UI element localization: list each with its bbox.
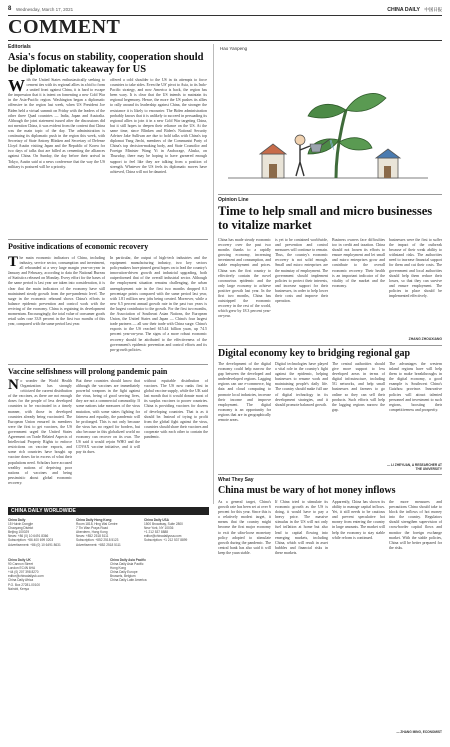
lead-column-2: offered a cold shoulder to the US in its attempts to force countries to take sides. Even the US' pivot to Asia, to its Indo-Pacific strategy, and now America is back, the region has been wary. It is clear that the US intends to maintain its regional hegemony. Hence, the more the US pushes its allies to rally around its leadership against China, the stronger the resistance it is likely to encounter. The Biden administration probably knows that it is unlikely to succeed in persuading its regional allies to join it in a new Cold War targeting China, but it still hopes to deepen their reliance on the US. At the same time, since Blinken and Biden's National Security Adviser Jake Sullivan are due to hold talks with China's top diplomat Yang Jiechi, members of the Communist Party of China's top decision-making body, and State Councilor and Foreign Minister Wang Yi in Anchorage, Alaska, on Thursday, there may be hoping to have garnered enough support to feel like they are talking from a position of strength. Whatever the US feels its diplomatic moves have achieved, China will not be daunted. [110,78,207,174]
paper-name: CHINA DAILY [387,6,420,13]
third-headline: Vaccine selfishness will prolong pandemic pain [8,367,168,376]
lead-column-1: With the United States enthusiastically seeking to cement ties with its regional allies in a bid to form a united front against China, it is hard to escape the impression that it is intent on fomenting a new Cold War in the Asia-Pacific region. Washington began a diplomatic offensive in the region last week, when US President Joe Biden held a virtual summit on Friday with the leaders of the other three Quad countries — India, Japan and Australia. Although the joint statement issued after the discussions did not mention China, it was evident from the content that China was the main topic of the day. The administration is continuing its diplomatic push in the region this week, with Secretary of State Antony Blinken and Secretary of Defense Lloyd Austin visiting Japan and the Republic of Korea for two days of talks that are billed as cementing the alliances against China. On Sunday, the day before their arrival in Tokyo, Austin said at a news conference that the way the US military is postured will be a priority. [8,78,105,169]
page-number: 8 [8,6,12,12]
second-column-2: In particular, the output of high-tech industries and the equipment manufacturing industry, two key sectors policymakers have pinned great hopes on to lead the country's innovation-driven growth and industrial upgrading, both outperformed that of the overall industrial sector. Although the employment situation remains challenging, the urban unemployment rate in the first two months dropped 0.3 percentage points compared with the same period last year, with 1.81 million new jobs being created. Moreover, while a new 6.5 percent annual growth rate in the past two years is the largest contributor to the growth. For the first two months, the Association of Southeast Asian Nations, the European Union, the United States and Japan — China's four largest trade partners — all saw their trade with China surge. China's exports to the US reached 615.44 billion yuan, up 74.5 percent year-on-year. The signs of a more robust economic recovery should be attributed to the effectiveness of the government's epidemic prevention and control efforts and its pro-growth policies. [110,256,207,352]
wts-column-3: Apparently, China has shown its ability to manage capital inflows. Yet, it still needs to be cautious and prevent speculative hot money from entering the country in large amounts. The market will help the economy to stay stable while reform is continued. [332,500,385,540]
opinion-signature: ZHANG ZHOUXIANG [408,337,442,341]
wts-column-2: If China tried to stimulate its economic growth as the US is doing, it would have to pay a heavy price. The massive stimulus in the US will not only fuel inflation at home but also lead to capital flowing into emerging markets, including China, which will result in asset bubbles and financial risks in these markets. [275,500,328,555]
digital-headline: Digital economy key to bridging regional gap [218,348,411,359]
illustration-credit: Hao Yanpeng [220,46,248,51]
cartoon-drawing [218,44,442,192]
footer-block: China Daily 15 Huixin Dongjie Chaoyang District Beijing 100029 News: +86 (0) 10 6491 8366 Subscription: +86 400 699 0203 Advertisement: +86 (0) 10 6491 8631 [8,518,61,547]
paper-name-cn: 中国日报 [424,8,442,13]
opinion-kicker: Opinion Line [218,197,249,203]
footer-banner: CHINA DAILY WORLDWIDE [8,507,209,515]
opinion-column-1: China has made steady economic recovery over the past two months thanks to a rapidly growing economy, increasing investment and consumption, and stable employment and prices. China was the first country to effectively contain the novel coronavirus epidemic and the only large economy to achieve positive growth last year. In the first two months, China has outstripped the economic recovery in the rest of the world, which grew by 18.3 percent year-on-year. [218,238,271,319]
second-headline: Positive indications of economic recovery [8,242,149,251]
digital-column-2: Digital technologies have played a vital role in the country's fight against the epidemic, helping businesses to resume work and maintaining people's daily life. The country should make full use of digital technology in its development strategies, and it should promote balanced growth. [275,362,328,407]
lead-dropcap: W [8,78,25,95]
third-column-3: without equitable distribution of vaccines. The US now ranks first in global vaccine supply, while the UK said last month that it would donate most of its surplus vaccines to poorer countries. China is providing vaccines for dozens of developing countries. That is as it should be. Instead of trying to profit from the global fight against the virus, countries should share their vaccines and cooperate with each other to contain the pandemic. [144,379,208,440]
section-title: COMMENT [8,16,121,38]
footer-block: China Daily UK 90 Cannon Street London EC4N 6HA +44 (0) 207 398 8270 editor@chinadailyuk.com China Daily Africa P.O. Box 27281-00100 Nairobi, Kenya [8,558,44,591]
opinion-headline: Time to help small and micro businesses to vitalize market [218,204,433,232]
illustration [218,44,442,192]
digital-column-1: The development of the digital economy could help narrow the gap between the developed and underdeveloped regions. Lagging regions can use e-commerce, big data and cloud computing to promote local industries, increase their income and improve employment. The digital economy is an opportunity for regions that are in geographically remote areas. [218,362,271,423]
digital-column-4: The advantages the western inland regions have will help them to make breakthroughs in the digital economy, a good example is Southwest China's Guizhou province. Innovative policies will attract talented personnel and investment to such regions, boosting their competitiveness and prosperity. [389,362,442,412]
third-column-2: But these countries should know that although the vaccines are immediately powerful weapons in the fight against the virus, being of good serving lives, they are not a commercial commodity. If some nations take measures of the virus mutation, with some states fighting for fairness and equality, the pandemic will be prolonged. This is not only because the virus has no regard for borders, but also because in this globalized world no economy can recover on its own. The US said it would rejoin WHO and the COVAX vaccine initiative, and it will pay its dues. [76,379,140,455]
footer-block: China Daily Hong Kong Room 1818, Hing Wai Centre 7 Tin Wan Praya Road Aberdeen, Hong Kong News: +852 2518 5111 Subscription: +852 2518 5123 Advertisement: +852 2518 5111 [76,518,121,547]
what-they-say-kicker: What They Say [218,477,254,483]
third-column-1: No wonder the World Health Organization has strongly criticized the current distribution of the vaccines, as there are not enough doses for the people of less developed countries to be vaccinated in a timely manner, with those in developed countries already being vaccinated. The European Union ensured its members were the first to get vaccines, the US government urged the United States Agreement on Trade Related Aspects of Intellectual Property Rights to enforce restrictions on vaccine exports, and some rich countries have bought up vaccine doses far in excess of what their populations need. Scholars have accused wealthy nations of depriving poor nations of vaccines and being pessimistic about global economic recovery. [8,379,72,485]
opinion-column-3: Business owners face difficulties too in credit and taxation. China should not loosen its efforts to ensure employment and let small and micro enterprises grow and contribute to the overall economic recovery. Their health is an important indicator of the vitality of the market and the economy. [332,238,385,288]
digital-signature: — LI ZHEYUAN, A RESEARCHER AT THE UNIVERSITY [386,463,442,471]
opinion-column-2: is yet to be contained worldwide, and prevention and control measures will continue to remain. Thus, the country's economic recovery is not solid enough. Small and micro enterprises are the mainstay of employment. The government should implement policies to protect their interests, and increase support for their businesses, in order to help lower their costs and improve their operation. [275,238,328,304]
second-dropcap: T [8,256,19,270]
lead-headline: Asia's focus on stability, cooperation should be diplomatic takeaway for US [8,52,204,75]
wts-column-4: the more measures and precautions China should take to block the inflows of hot money into the country. Regulators should strengthen supervision of cross-border capital flows and monitor the foreign exchange market. With the stable policies, China will be better prepared for the risks. [389,500,442,550]
editorials-kicker: Editorials [8,44,31,50]
third-dropcap: N [8,379,19,393]
opinion-column-4: businesses were the first to suffer the impact of the outbreak because of their weak ability to withstand risks. The authorities need to increase financial support for them and cut their costs. The government and local authorities should help them reduce their losses, so that they can survive and ensure employment. The policies in place should be implemented effectively. [389,238,442,299]
footer-blocks [8,518,209,738]
what-they-say-headline: China must be wary of hot money inflows [218,485,396,496]
second-column-1: The main economic indicators of China, including industry, service sector, consumption and investment, all rebounded at a very large margin year-on-year in January and February, according to data the National Bureau of Statistics released on Monday. Every effort for the bases of the same period is last year are taken into consideration, it is clear that the main indicators of the economy have still maintained steady growth from the pre-pandemic level. The surge in the economic rebound shows China's efforts to balance epidemic prevention and control work with the reviving of the economy. China is regaining its development momentum. Encouragingly, the total value of consumer goods retail sales rose 33.8 percent in the first two months of this year, compared with the same period last year. [8,256,105,327]
issue-date: Wednesday, March 17, 2021 [16,7,74,12]
masthead [8,6,442,15]
footer-block: China Daily Asia Pacific China Daily Asia Pacific Hong Kong China Daily Europe Brussels, Belgium China Daily Latin America [110,558,147,583]
digital-column-3: The central authorities should give more support to less developed areas in terms of digital infrastructure, including 5G networks, and help small businesses and farmers to go online so they can sell their products. Such efforts will help the lagging regions narrow the gap. [332,362,385,412]
wts-signature: — ZHANG MING, ECONOMIST [396,730,442,734]
wts-column-1: As a general target, China's growth rate has been set at over 6 percent for this year. Since this is a relatively modest target, it means that the country might become the first major economy to exit the ultra-loose monetary policy adopted to stimulate growth during the pandemic. The central bank has also said it will keep the yuan stable. [218,500,271,555]
footer-block: China Daily USA 1500 Broadway, Suite 2800 New York, NY 10036 +1 212 537 8888 editor@chinadailyusa.com Subscription: +1 212 537 8899 [144,518,188,543]
